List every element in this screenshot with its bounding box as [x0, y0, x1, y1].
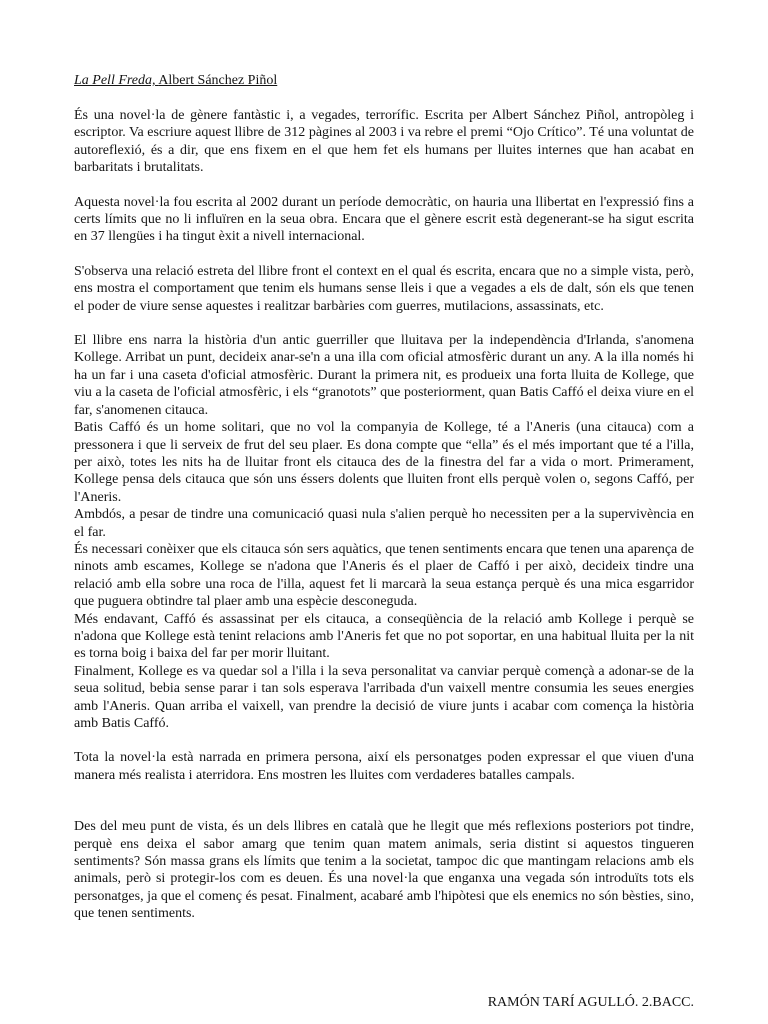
paragraph-context: Aquesta novel·la fou escrita al 2002 durant un període democràtic, on hauria una llibertat en l'expressió fins a certs límits que no li influïren en la seua obra. Encara que el gènere escrit està degenerant-se ha sigut escrita en 37 llengües i ha tingut èxit a nivell internacional. [74, 194, 694, 245]
paragraph-plot-5: Més endavant, Caffó és assassinat per els citauca, a conseqüència de la relació amb Kollege i perquè se n'adona que Kollege està tenint relacions amb l'Aneris fet que no pot soportar, en una habitual lluita per la nit es torna boig i baixa del far per morir lluitant. [74, 611, 694, 662]
author-signature: RAMÓN TARÍ AGULLÓ. 2.BACC. [487, 995, 694, 1010]
book-title: La Pell Freda, [74, 73, 156, 88]
book-author: Albert Sánchez Piñol [158, 73, 278, 88]
paragraph-plot-2: Batis Caffó és un home solitari, que no vol la companyia de Kollege, té a l'Aneris (una citauca) com a pressonera i que li serveix de frut del seu plaer. Es dona compte que “ella” és el més important que té a l'illa, per això, totes les nits ha de lluitar front els citauca des de la finestra del far a vida o mort. Primerament, Kollege pensa dels citauca que són uns éssers dolents que lluiten front ells perquè volen o, segons Caffó, per l'Aneris. [74, 420, 694, 505]
paragraph-opinion: Des del meu punt de vista, és un dels llibres en català que he llegit que més reflexions posteriors pot tindre, perquè ens deixa el sabor amarg que tenim quan matem animals, seria distint si aquestos tingueren sentiments? Són massa grans els límits que tenim a la societat, tampoc dic que mantingam relacions amb els animals, però si protegir-los com es deuen. És una novel·la que enganxa una vegada són introduïts tots els personatges, ja que el començ és pesat. Finalment, acabaré amb l'hipòtesi que els enemics no són bèsties, sino, que tenen sentiments. [74, 819, 694, 922]
paragraph-plot-3: Ambdós, a pesar de tindre una comunicació quasi nula s'alien perquè ho necessiten per a la supervivència en el far. [74, 507, 694, 540]
paragraph-plot-1: El llibre ens narra la història d'un antic guerriller que lluitava per la independència d'Irlanda, s'anomena Kollege. Arribat un punt, decideix anar-se'n a una illa com oficial atmosfèric durant un any. A la illa només hi ha un far i una caseta d'oficial atmosfèric. Durant la primera nit, es produeix una forta lluita de Kollege, que viu a la caseta de l'oficial atmosfèric, i els “granotots” que posteriorment, quan Batis Caffó el deixa viure en el far, s'anomenen citauca. [74, 333, 694, 418]
paragraph-narration: Tota la novel·la està narrada en primera persona, així els personatges poden expressar el que viuen d'una manera més realista i aterridora. Ens mostren les lluites com verdaderes batalles campals. [74, 750, 694, 783]
paragraph-relation: S'observa una relació estreta del llibre front el context en el qual és escrita, encara que no a simple vista, però, ens mostra el comportament que tenim els humans sense lleis i que a vegades a els de dalt, són els que tenen el poder de viure sense aquestes i realitzar barbàries com guerres, mutilacions, assassinats, etc. [74, 263, 694, 314]
paragraph-plot-4: És necessari conèixer que els citauca són sers aquàtics, que tenen sentiments encara que tenen una aparença de ninots amb escames, Kollege se n'adona que l'Aneris és el plaer de Caffó i per això, decideix tindre una relació amb ella sobre una roca de l'illa, aquest fet li marcarà la seua estança perquè és una mica esgarridor que puguera obtindre tal plaer amb una espècie desconeguda. [74, 541, 694, 610]
document-body [74, 107, 694, 923]
paragraph-plot-6: Finalment, Kollege es va quedar sol a l'illa i la seva personalitat va canviar perquè començà a adonar-se de la seua solitud, bebia sense parar i tan sols esperava l'arribada d'un vaixell mentre consumia les seues energies amb l'Aneris. Quan arriba el vaixell, van prendre la decisió de viure junts i acabar com comença la història amb Batis Caffó. [74, 663, 694, 731]
paragraph-intro: És una novel·la de gènere fantàstic i, a vegades, terrorífic. Escrita per Albert Sánchez Piñol, antropòleg i escriptor. Va escriure aquest llibre de 312 pàgines al 2003 i va rebre el premi “Ojo Crítico”. Té una voluntat de autoreflexió, és a dir, que ens fixem en el que hem fet els humans per lluites internes que han acabat en barbaritats i brutalitats. [74, 108, 694, 176]
document-title [74, 73, 277, 89]
